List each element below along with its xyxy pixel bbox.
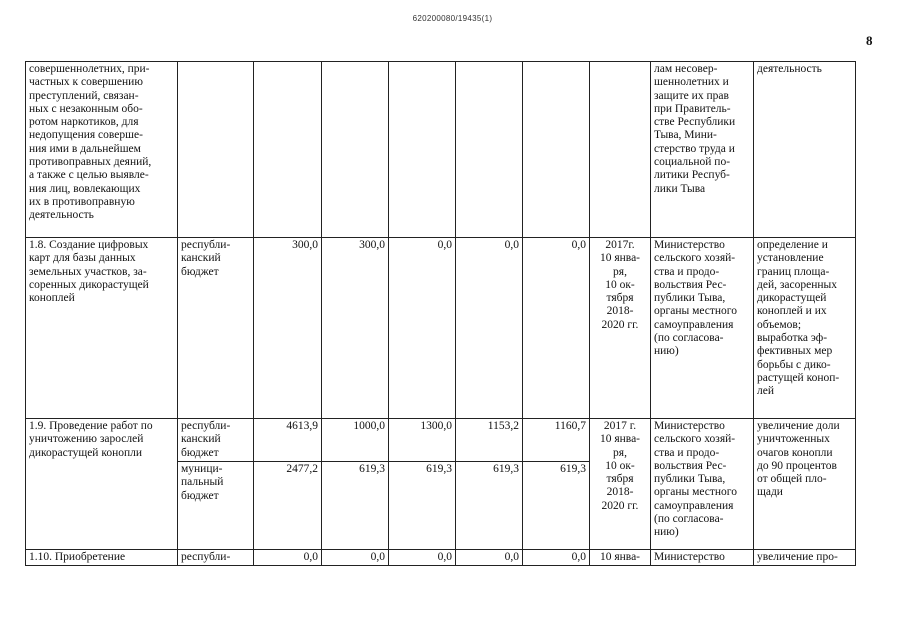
cell-text-line: нию) [654, 345, 679, 358]
cell-text-line: растущей коноп- [757, 371, 840, 384]
cell-text-line: при Правитель- [654, 102, 731, 115]
cell-text-line: бюджет [181, 446, 219, 459]
cell-text-line: очагов конопли [757, 446, 833, 459]
cell-text-line: дикорастущей конопли [29, 446, 143, 459]
cell-text-line: муници- [181, 463, 223, 475]
cell-text-line: 2020 гг. [601, 499, 639, 512]
cell-text-line: органы местного [654, 486, 737, 499]
program-table [25, 61, 856, 566]
cell-text-line: тября [606, 292, 634, 305]
cell-text-line: установление [757, 252, 824, 265]
cell-text-line: ния лиц, вовлекающих [29, 182, 141, 195]
cell-text-line: а также с целью выявле- [29, 169, 149, 182]
cell-text-line: от общей пло- [757, 473, 827, 486]
cell-text-line: коноплей и их [757, 305, 827, 318]
year-2020-cell [523, 62, 590, 238]
cell-text-line: (по согласова- [654, 332, 724, 345]
cell-text-line: 1.10. Приобретение [29, 551, 126, 563]
total-cell [254, 62, 322, 238]
result-cell [754, 550, 856, 566]
cell-text-line: канский [181, 252, 221, 265]
result-cell [754, 238, 856, 419]
cell-text-line: уничтожению зарослей [29, 433, 144, 446]
year-2018-cell [389, 62, 456, 238]
table-row [26, 419, 856, 462]
cell-text-line: фективных мер [757, 345, 833, 358]
executor-cell [651, 550, 754, 566]
result-cell [754, 62, 856, 238]
cell-text-line: стве Республики [654, 116, 736, 129]
cell-text-line: дикорастущей [757, 292, 827, 305]
year-2017-cell [322, 62, 389, 238]
cell-text-line: шеннолетних и [654, 76, 729, 89]
executor-cell [651, 238, 754, 419]
measure-name-cell [26, 62, 178, 238]
cell-text-line: 2017г. [605, 239, 635, 251]
total-cell: 0,0 [254, 550, 322, 566]
cell-text-line: 10 янва- [599, 433, 641, 446]
cell-text-line: уничтоженных [757, 433, 830, 446]
measure-name-cell [26, 550, 178, 566]
cell-text-line: (по согласова- [654, 513, 724, 526]
cell-text-line: ства и продо- [654, 446, 720, 459]
cell-text-line: 1.9. Проведение работ по [29, 420, 153, 432]
cell-text-line: сельского хозяй- [654, 433, 736, 446]
cell-text-line: лики Тыва [654, 182, 706, 195]
executor-cell [651, 419, 754, 550]
cell-text-line: недопущения соверше- [29, 129, 143, 142]
cell-text-line: Министерство [654, 420, 725, 432]
cell-text-line: Тыва, Мини- [654, 129, 717, 142]
cell-text-line: определение и [757, 239, 828, 251]
cell-text-line: увеличение про- [757, 551, 838, 563]
cell-text-line: канский [181, 433, 221, 446]
document-id: 620200080/19435(1) [412, 14, 493, 23]
cell-text-line: республи- [181, 551, 231, 563]
year-2018-cell: 0,0 [389, 238, 456, 419]
cell-text-line: 1.8. Создание цифровых [29, 239, 149, 251]
funding-source-cell [178, 462, 254, 550]
year-2020-cell: 1160,7 [523, 419, 590, 462]
cell-text-line: публики Тыва, [654, 473, 726, 486]
cell-text-line: самоуправления [654, 318, 734, 331]
year-2019-cell: 619,3 [456, 462, 523, 550]
year-2017-cell: 1000,0 [322, 419, 389, 462]
cell-text-line: лей [757, 385, 774, 398]
cell-text-line: ря, [613, 265, 627, 278]
year-2018-cell: 0,0 [389, 550, 456, 566]
total-cell: 2477,2 [254, 462, 322, 550]
year-2018-cell: 1300,0 [389, 419, 456, 462]
executor-cell [651, 62, 754, 238]
cell-text-line: бюджет [181, 489, 219, 502]
cell-text-line: публики Тыва, [654, 292, 726, 305]
cell-text-line: тября [606, 473, 634, 486]
cell-text-line: ря, [613, 446, 627, 459]
cell-text-line: органы местного [654, 305, 737, 318]
cell-text-line: преступлений, связан- [29, 89, 139, 102]
cell-text-line: ротом наркотиков, для [29, 116, 139, 129]
cell-text-line: выработка эф- [757, 332, 828, 345]
year-2019-cell: 1153,2 [456, 419, 523, 462]
cell-text-line: стерство труда и [654, 142, 735, 155]
term-cell [590, 550, 651, 566]
cell-text-line: ных с незаконным обо- [29, 102, 143, 115]
cell-text-line: карт для базы данных [29, 252, 136, 265]
cell-text-line: 2017 г. [603, 420, 637, 432]
term-cell [590, 62, 651, 238]
cell-text-line: республи- [181, 239, 231, 251]
cell-text-line: Министерство [654, 239, 725, 251]
cell-text-line: частных к совершению [29, 76, 143, 89]
term-cell [590, 238, 651, 419]
cell-text-line: сельского хозяй- [654, 252, 736, 265]
cell-text-line: коноплей [29, 292, 75, 305]
cell-text-line: деятельность [29, 209, 94, 222]
cell-text-line: деятельность [757, 63, 822, 75]
funding-source-cell [178, 62, 254, 238]
year-2017-cell: 619,3 [322, 462, 389, 550]
funding-source-cell [178, 419, 254, 462]
year-2017-cell: 0,0 [322, 550, 389, 566]
cell-text-line: ства и продо- [654, 265, 720, 278]
total-cell: 4613,9 [254, 419, 322, 462]
measure-name-cell [26, 419, 178, 550]
cell-text-line: 2018- [606, 486, 634, 499]
cell-text-line: бюджет [181, 265, 219, 278]
cell-text-line: дей, засоренных [757, 278, 838, 291]
year-2017-cell: 300,0 [322, 238, 389, 419]
cell-text-line: до 90 процентов [757, 459, 837, 472]
cell-text-line: вольствия Рес- [654, 459, 727, 472]
cell-text-line: республи- [181, 420, 231, 432]
funding-source-cell [178, 550, 254, 566]
cell-text-line: увеличение доли [757, 420, 840, 432]
cell-text-line: защите их прав [654, 89, 729, 102]
cell-text-line: соренных дикорастущей [29, 278, 149, 291]
table-row [26, 550, 856, 566]
total-cell: 300,0 [254, 238, 322, 419]
cell-text-line: противоправных деяний, [29, 156, 152, 169]
year-2019-cell [456, 62, 523, 238]
cell-text-line: 10 ок- [605, 459, 635, 472]
cell-text-line: лам несовер- [654, 63, 718, 75]
cell-text-line: вольствия Рес- [654, 278, 727, 291]
year-2019-cell: 0,0 [456, 238, 523, 419]
year-2019-cell: 0,0 [456, 550, 523, 566]
funding-source-cell [178, 238, 254, 419]
year-2020-cell: 0,0 [523, 550, 590, 566]
year-2018-cell: 619,3 [389, 462, 456, 550]
cell-text-line: борьбы с дико- [757, 358, 831, 371]
year-2020-cell: 0,0 [523, 238, 590, 419]
cell-text-line: 10 янва- [599, 551, 641, 563]
term-cell [590, 419, 651, 550]
cell-text-line: границ площа- [757, 265, 830, 278]
cell-text-line: объемов; [757, 318, 802, 331]
cell-text-line: 2018- [606, 305, 634, 318]
cell-text-line: 10 янва- [599, 252, 641, 265]
result-cell [754, 419, 856, 550]
measure-name-cell [26, 238, 178, 419]
cell-text-line: земельных участков, за- [29, 265, 147, 278]
table-row [26, 238, 856, 419]
cell-text-line: социальной по- [654, 156, 731, 169]
year-2020-cell: 619,3 [523, 462, 590, 550]
cell-text-line: 2020 гг. [601, 318, 639, 331]
cell-text-line: пальный [181, 476, 224, 489]
page-number: 8 [866, 33, 873, 48]
cell-text-line: самоуправления [654, 499, 734, 512]
cell-text-line: совершеннолетних, при- [29, 63, 150, 75]
cell-text-line: ния ими в дальнейшем [29, 142, 141, 155]
table-row [26, 62, 856, 238]
cell-text-line: литики Респуб- [654, 169, 730, 182]
cell-text-line: 10 ок- [605, 278, 635, 291]
cell-text-line: нию) [654, 526, 679, 539]
cell-text-line: Министерство [654, 551, 725, 563]
cell-text-line: их в противоправную [29, 195, 135, 208]
cell-text-line: щади [757, 486, 783, 499]
